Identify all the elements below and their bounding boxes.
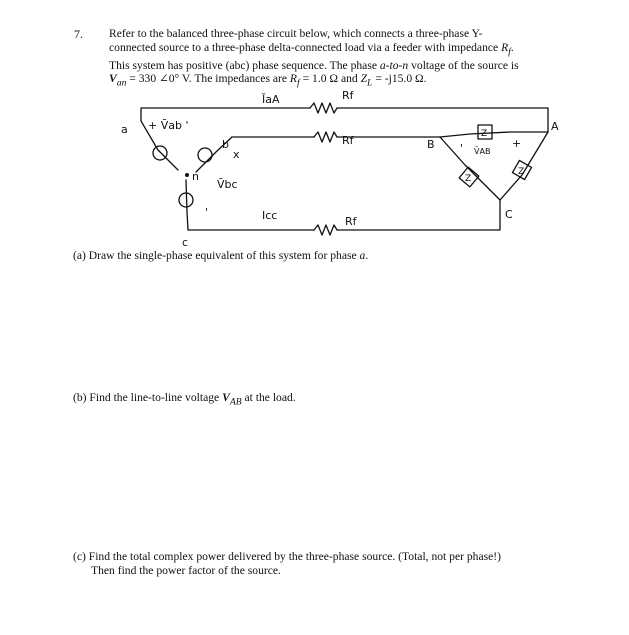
label-node-A: A bbox=[551, 120, 559, 133]
neutral-node bbox=[185, 173, 189, 177]
label-node-n: n bbox=[192, 170, 199, 183]
source-a-circle bbox=[153, 146, 167, 160]
resistor-top bbox=[310, 103, 337, 113]
intro-line-2: connected source to a three-phase delta-connected load via a feeder with impedance $R_f$. bbox=[109, 40, 514, 57]
intro-line-4: $V_{an} = 330$ ∠0° V. The impedances are $R_f = 1.0$ Ω and $Z_L = -j15.0$ Ω. bbox=[109, 72, 427, 89]
part-c-line-1: (c) Find the total complex power delivered by the three-phase source. (Total, not per phase!) bbox=[73, 550, 502, 563]
label-icc: Icc bbox=[262, 209, 278, 222]
question-number: 7. bbox=[74, 27, 83, 41]
wire-top-right bbox=[337, 108, 548, 132]
wire-bot-right bbox=[337, 200, 500, 230]
source-b-circle bbox=[198, 148, 212, 162]
resistor-mid bbox=[314, 132, 337, 142]
part-c bbox=[73, 550, 501, 577]
part-b: (b) Find the line-to-line voltage $V_{AB}$ at the load. bbox=[73, 391, 296, 408]
label-vbc: V̄bc bbox=[217, 178, 238, 191]
resistor-bot bbox=[314, 225, 337, 235]
label-x: x bbox=[233, 148, 240, 161]
label-z-AB: Z bbox=[481, 129, 488, 139]
label-vAB: V̄AB bbox=[474, 147, 491, 156]
intro-line-1: Refer to the balanced three-phase circuit below, which connects a three-phase Y- bbox=[109, 27, 483, 40]
label-node-C: C bbox=[505, 208, 513, 221]
part-a: (a) Draw the single-phase equivalent of this system for phase a. bbox=[73, 249, 369, 262]
label-rf-mid: Rf bbox=[342, 134, 354, 147]
delta-wire-AC bbox=[500, 132, 548, 200]
label-node-b: b bbox=[222, 138, 229, 151]
label-tick-b: ' bbox=[205, 206, 209, 219]
label-ia: ĪaA bbox=[262, 93, 280, 106]
label-z-BC: Z bbox=[465, 174, 472, 184]
label-vab: + V̄ab ' bbox=[148, 119, 189, 132]
source-phase-c bbox=[186, 180, 188, 230]
part-c-line-2: Then find the power factor of the source. bbox=[91, 563, 281, 577]
label-plus-load: + bbox=[512, 137, 522, 150]
label-tick-load: ' bbox=[460, 142, 464, 155]
label-rf-top: Rf bbox=[342, 89, 354, 102]
label-node-a: a bbox=[121, 123, 128, 136]
delta-wire-BA bbox=[440, 132, 548, 137]
label-rf-bot: Rf bbox=[345, 215, 357, 228]
label-node-B: B bbox=[427, 138, 435, 151]
label-node-c: c bbox=[182, 236, 189, 249]
label-z-CA: Z bbox=[518, 167, 525, 177]
intro-line-3: This system has positive (abc) phase sequence. The phase a-to-n voltage of the source is bbox=[109, 58, 519, 72]
